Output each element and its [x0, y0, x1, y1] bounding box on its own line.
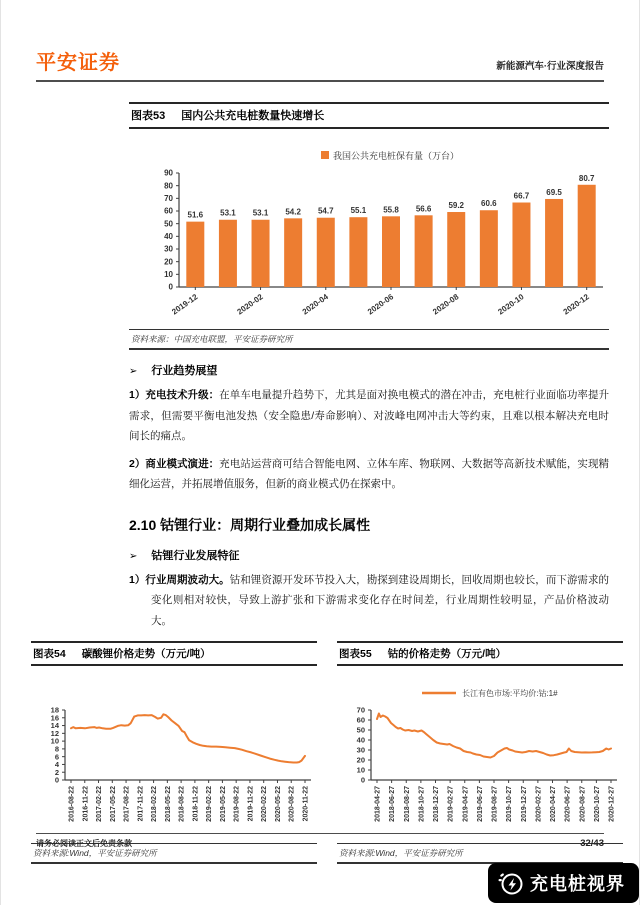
svg-text:20: 20: [356, 755, 365, 765]
svg-text:53.1: 53.1: [220, 208, 236, 218]
svg-text:2020-08-27: 2020-08-27: [579, 786, 587, 822]
svg-text:2018-11-22: 2018-11-22: [192, 786, 200, 822]
svg-text:2020-08: 2020-08: [431, 292, 461, 317]
svg-text:2018-10-27: 2018-10-27: [418, 786, 426, 822]
svg-text:50: 50: [164, 219, 173, 229]
svg-text:10: 10: [164, 269, 173, 279]
svg-text:12: 12: [50, 728, 59, 738]
trend-heading-text: 行业趋势展望: [151, 365, 218, 377]
svg-text:30: 30: [356, 745, 365, 755]
figure-54-title: [31, 641, 317, 666]
paragraph-charging-tech: [129, 385, 609, 447]
svg-text:14: 14: [50, 721, 59, 731]
cobalt-lithium-subheading: [129, 547, 609, 563]
svg-text:40: 40: [164, 231, 173, 241]
svg-text:2020-11-22: 2020-11-22: [302, 786, 310, 822]
watermark-text: 充电桩视界: [530, 874, 625, 894]
svg-text:2019-02-27: 2019-02-27: [447, 786, 455, 822]
svg-text:2017-08-22: 2017-08-22: [123, 786, 131, 822]
svg-text:2016-08-22: 2016-08-22: [68, 786, 76, 822]
figure-55-title: [337, 641, 623, 666]
svg-text:2019-04-27: 2019-04-27: [462, 786, 470, 822]
svg-text:70: 70: [356, 705, 365, 715]
svg-text:55.1: 55.1: [350, 206, 367, 216]
svg-text:66.7: 66.7: [513, 191, 530, 201]
svg-text:55.8: 55.8: [383, 205, 399, 215]
arrow-bullet-icon: ➢: [129, 550, 138, 562]
svg-text:2019-05-22: 2019-05-22: [219, 786, 227, 822]
svg-text:2020-12: 2020-12: [561, 292, 591, 317]
svg-text:2020-02: 2020-02: [235, 292, 265, 317]
svg-text:2020-04: 2020-04: [300, 292, 330, 317]
paragraph-cycle-volatility: [129, 570, 609, 632]
svg-text:长江有色市场:平均价:钴:1#: 长江有色市场:平均价:钴:1#: [462, 689, 558, 698]
svg-text:2017-11-22: 2017-11-22: [137, 786, 145, 822]
svg-text:2017-05-22: 2017-05-22: [109, 786, 117, 822]
svg-text:4: 4: [54, 760, 59, 770]
svg-text:2019-12: 2019-12: [170, 292, 200, 317]
svg-text:2020-06-27: 2020-06-27: [564, 786, 572, 822]
trend-heading: [129, 362, 609, 378]
svg-text:2019-11-22: 2019-11-22: [247, 786, 255, 822]
svg-text:我国公共充电桩保有量（万台）: 我国公共充电桩保有量（万台）: [333, 151, 460, 161]
section-2-10-heading: 2.10 钴锂行业：周期行业叠加成长属性: [129, 516, 371, 533]
svg-text:2018-12-27: 2018-12-27: [433, 786, 440, 822]
svg-text:0: 0: [168, 282, 173, 292]
svg-text:50: 50: [356, 725, 365, 735]
public-charging-pile-bar-chart: [129, 129, 609, 329]
svg-text:2020-12-27: 2020-12-27: [608, 786, 616, 822]
svg-text:2018-02-22: 2018-02-22: [151, 786, 159, 822]
paragraph-business-model: [129, 454, 609, 495]
svg-text:2018-05-22: 2018-05-22: [164, 786, 172, 822]
page-number: 32/43: [580, 838, 604, 849]
svg-text:53.1: 53.1: [252, 208, 269, 218]
figure-53-caption: 国内公共充电桩数量快速增长: [181, 110, 325, 122]
disclaimer-text: 请务必阅读正文后免责条款: [36, 839, 132, 848]
charging-pile-vision-logo-icon: [497, 869, 525, 897]
svg-text:69.5: 69.5: [546, 187, 562, 197]
figure-55-source: 资料来源:Wind，平安证券研究所: [337, 843, 623, 864]
svg-text:10: 10: [356, 765, 365, 775]
svg-text:2020-04-27: 2020-04-27: [550, 786, 557, 822]
svg-text:56.6: 56.6: [415, 204, 432, 214]
figure-53-tag: 图表53: [131, 110, 166, 122]
svg-text:54.7: 54.7: [317, 206, 334, 216]
paragraph-1-lead: 1）充电技术升级：: [129, 389, 220, 401]
pingan-securities-logo: 平安证券: [36, 52, 120, 74]
svg-text:2018-04-27: 2018-04-27: [374, 786, 382, 822]
cobalt-price-line-chart: [337, 666, 623, 843]
svg-text:51.6: 51.6: [187, 210, 204, 220]
svg-text:2018-06-27: 2018-06-27: [389, 786, 397, 822]
svg-text:2020-10: 2020-10: [496, 292, 526, 317]
svg-text:2019-08-22: 2019-08-22: [233, 786, 241, 822]
watermark-badge: [488, 863, 639, 903]
svg-text:6: 6: [54, 752, 59, 762]
svg-text:2019-08-27: 2019-08-27: [491, 786, 499, 822]
svg-text:54.2: 54.2: [285, 207, 301, 217]
figure-55-tag: 图表55: [339, 648, 372, 660]
footer-divider: [36, 833, 604, 834]
svg-text:2018-08-27: 2018-08-27: [403, 786, 411, 822]
svg-text:2018-08-22: 2018-08-22: [178, 786, 186, 822]
figure-55: [337, 641, 623, 864]
industry-trend-section: [129, 362, 609, 631]
svg-text:80: 80: [164, 181, 173, 191]
figure-53: [129, 102, 609, 350]
svg-text:30: 30: [164, 244, 173, 254]
svg-text:0: 0: [360, 775, 365, 785]
svg-text:2019-10-27: 2019-10-27: [506, 786, 514, 822]
svg-text:2016-11-22: 2016-11-22: [82, 786, 90, 822]
price-charts-row: [31, 641, 617, 864]
svg-text:60: 60: [164, 206, 173, 216]
figure-54-tag: 图表54: [33, 648, 66, 660]
figure-54-caption: 碳酸锂价格走势（万元/吨）: [81, 648, 211, 660]
svg-text:2: 2: [54, 767, 59, 777]
lithium-carbonate-price-line-chart: [31, 666, 317, 843]
svg-text:16: 16: [50, 713, 59, 723]
paragraph-3-lead: 1）行业周期波动大。: [129, 573, 230, 586]
svg-text:20: 20: [164, 257, 173, 267]
figure-55-caption: 钴的价格走势（万元/吨）: [387, 648, 507, 660]
svg-text:2019-02-22: 2019-02-22: [206, 786, 214, 822]
paragraph-3-body: 钴和锂资源开发环节投入大，勘探到建设周期长，回收周期也较长，而下游需求的变化则相对较快，导致上游扩张和下游需求变化存在时间差，行业周期性较明显，产品价格波动大。: [151, 573, 610, 627]
figure-53-title: [129, 102, 609, 129]
svg-text:2020-06: 2020-06: [365, 292, 396, 317]
subheading-text: 钴锂行业发展特征: [151, 549, 240, 562]
svg-text:10: 10: [50, 736, 59, 746]
page-footer: [36, 838, 604, 849]
svg-text:0: 0: [54, 775, 59, 785]
figure-54-source: 资料来源:Wind，平安证券研究所: [31, 843, 317, 864]
svg-text:59.2: 59.2: [448, 201, 465, 211]
page-header: [36, 0, 604, 75]
svg-text:8: 8: [54, 744, 59, 754]
svg-text:2020-02-27: 2020-02-27: [535, 786, 543, 822]
svg-text:80.7: 80.7: [578, 173, 595, 183]
svg-text:60: 60: [356, 715, 365, 725]
figure-54: [31, 641, 317, 864]
svg-text:2020-08-22: 2020-08-22: [288, 786, 296, 822]
arrow-bullet-icon: ➢: [129, 366, 138, 377]
svg-text:2020-05-22: 2020-05-22: [274, 786, 282, 822]
svg-text:18: 18: [50, 705, 59, 715]
paragraph-2-body: 充电站运营商可结合智能电网、立体车库、物联网、大数据等高新技术赋能，实现精细化运营，并拓展增值服务，但新的商业模式仍在探索中。: [129, 457, 609, 490]
report-type-label: 新能源汽车·行业深度报告: [496, 61, 604, 72]
svg-text:60.6: 60.6: [481, 199, 497, 209]
svg-text:2019-06-27: 2019-06-27: [476, 786, 484, 822]
paragraph-1-body: 在单车电量提升趋势下，尤其是面对换电模式的潜在冲击，充电桩行业面临功率提升需求，但需要平衡电池发热（安全隐患/寿命影响）、对波峰电网冲击大等约束，且难以根本解决充电时间长的痛点。: [129, 389, 609, 442]
svg-text:2020-02-22: 2020-02-22: [261, 786, 269, 822]
svg-text:2017-02-22: 2017-02-22: [96, 786, 104, 822]
svg-text:2020-10-27: 2020-10-27: [593, 786, 601, 822]
header-divider: [36, 80, 604, 82]
svg-text:90: 90: [164, 168, 173, 178]
svg-text:70: 70: [164, 193, 173, 203]
paragraph-2-lead: 2）商业模式演进：: [129, 457, 220, 470]
svg-text:40: 40: [356, 735, 365, 745]
svg-text:2019-12-27: 2019-12-27: [520, 786, 528, 822]
figure-53-source: 资料来源：中国充电联盟，平安证券研究所: [129, 329, 609, 350]
